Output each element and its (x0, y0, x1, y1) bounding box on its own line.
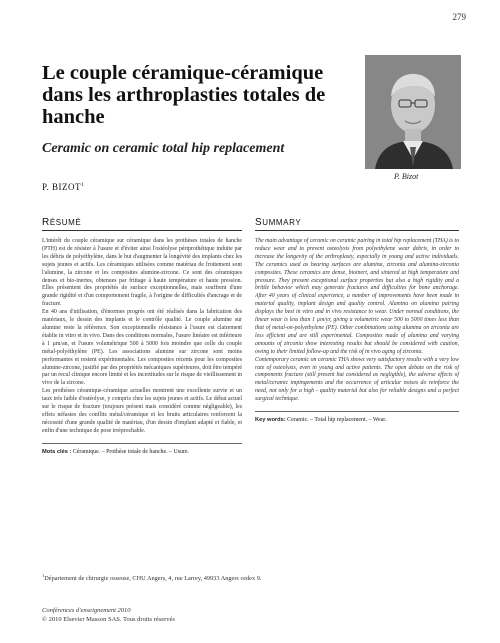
summary-paragraph: Contemporary ceramic on ceramic THA shows very satisfactory results with a very low rate of osteolysis, even in young and active patients. The open debate on the risk of components fracture (still present but considered as negligible), the adverse effects of metal/ceramic impingements and the occurrence of articular noises do reinforce the need, not only for a high - quality material but also for reliable designs and a perfect surgical technique. (255, 356, 459, 403)
author-affiliation-mark: 1 (81, 182, 85, 188)
summary-heading (255, 217, 459, 231)
page-footer (42, 607, 175, 624)
photo-caption: P. Bizot (394, 172, 419, 181)
author-name (42, 182, 84, 192)
summary-keywords-text: Ceramic. – Total hip replacement. – Wear. (285, 417, 387, 424)
resume-keywords-label: Mots clés : (42, 448, 72, 455)
resume-column (42, 217, 242, 457)
resume-keywords (42, 443, 242, 457)
resume-heading-initial: R (42, 217, 50, 228)
summary-column (255, 217, 459, 425)
author-photo (365, 55, 461, 169)
article-subtitle: Ceramic on ceramic total hip replacement (42, 141, 285, 156)
resume-paragraph: Les prothèses céramique-céramique actuelles montrent une excellente survie et un taux très faible d'ostéolyse, y compris chez les sujets jeunes et actifs. Le débat actuel sur le risque de fracture (toujours présent mais considéré comme négligeable), les effets néfastes des conflits métal/céramique et les bruits articulaires renforcent la nécessité d'une grande qualité de matériau, d'un dessin d'implant adapté et fiable, et enfin d'une technique de pose irréprochable. (42, 388, 242, 434)
journal-name: Conférences d'enseignement 2010 (42, 607, 131, 614)
copyright-notice: © 2010 Elsevier Masson SAS. Tous droits réservés (42, 615, 175, 623)
summary-keywords (255, 411, 459, 425)
affiliation-footnote (42, 573, 261, 582)
author-name-text: P. BIZOT (42, 182, 82, 192)
summary-heading-rest: UMMARY (262, 218, 302, 227)
footnote-mark: 1 (42, 573, 45, 578)
author-portrait-icon (365, 55, 461, 169)
resume-paragraph: En 40 ans d'utilisation, d'énormes progrès ont été réalisés dans la fabrication des matériaux, le dessin des implants et le contrôle qualité. Le couple alumine sur alumine reste la référence. Son exceptionnelle résistance à l'usure est clairement établie in vitro et in vivo. Dans des conditions normales, l'usure linéaire est inférieure à 1 µm/an, et l'usure volumétrique 500 à 5000 fois moindre que celle du couple métal-polyéthylène (PE). Les associations alumine sur zircone sont moins performantes et restent expérimentales. Les composites récents pour les composites alumine-zircone, justifié par des propriétés mécaniques supérieures, doit être tempéré par un recul clinique encore limité et les incertitudes sur le risque de vieillissement in vivo de la zircone. (42, 309, 242, 387)
resume-paragraph: L'intérêt du couple céramique sur céramique dans les prothèses totales de hanche (PTH) est de résister à l'usure et d'éviter ainsi l'ostéolyse périprothétique induite par les débris de polyéthylène, dans le but d'augmenter la longévité des implants chez les sujets jeunes et actifs. Les céramiques utilisées comme matériau de frottement sont l'alumine, la zircone et les composites alumine-zircone. Ce sont des céramiques denses et bio-inertes, obtenues par frittage à haute température et haute pression. Elles présentent des propriétés de surface exceptionnelles, mais souffrent d'une grande rigidité et d'un comportement fragile, à l'origine de difficultés d'ancrage et de fracture. (42, 238, 242, 308)
footnote-text: Département de chirurgie osseuse, CHU Angers, 4, rue Larrey, 49933 Angers cedex 9. (44, 575, 262, 583)
summary-keywords-label: Key words: (255, 417, 286, 424)
page-number: 279 (452, 12, 466, 22)
summary-paragraph: The main advantage of ceramic on ceramic pairing in total hip replacement (THA) is to reduce wear and to prevent osteolysis from polyethylene wear debris, in order to increase the longevity of the arthroplasty, especially in young and active individuals. The ceramics used as bearing surfaces are alumina, zirconia and alumina-zirconia composites. These ceramics are dense, bioinert, and sintered at high temperature and pressure. They present exceptional surface properties but also a high rigidity and a brittle behavior which may generate fractures and difficulties for bone anchorage. After 40 years of clinical experience, a number of improvements have been made in material quality, implant design and quality control. Alumina on alumina pairing displays the best in vitro and in vivo resistance to wear. Under normal conditions, the linear wear is less than 1 µm/yr, giving a volumetric wear 500 to 5000 times less than that of metal-on-polyethylene (PE). Other combinations using alumina on zirconia are less efficient and are still experimental. Composites made of alumina and varying amounts of zirconia show interesting results but should be considered with caution, owing to their limited follow-up and the risk of in vivo aging of zirconia. (255, 238, 459, 355)
resume-keywords-text: Céramique. – Prothèse totale de hanche. – Usure. (71, 448, 190, 455)
resume-heading-rest: ÉSUMÉ (49, 218, 82, 227)
resume-heading (42, 217, 242, 231)
summary-heading-initial: S (255, 217, 263, 228)
article-title: Le couple céramique-céramique dans les arthroplasties totales de hanche (42, 62, 326, 128)
